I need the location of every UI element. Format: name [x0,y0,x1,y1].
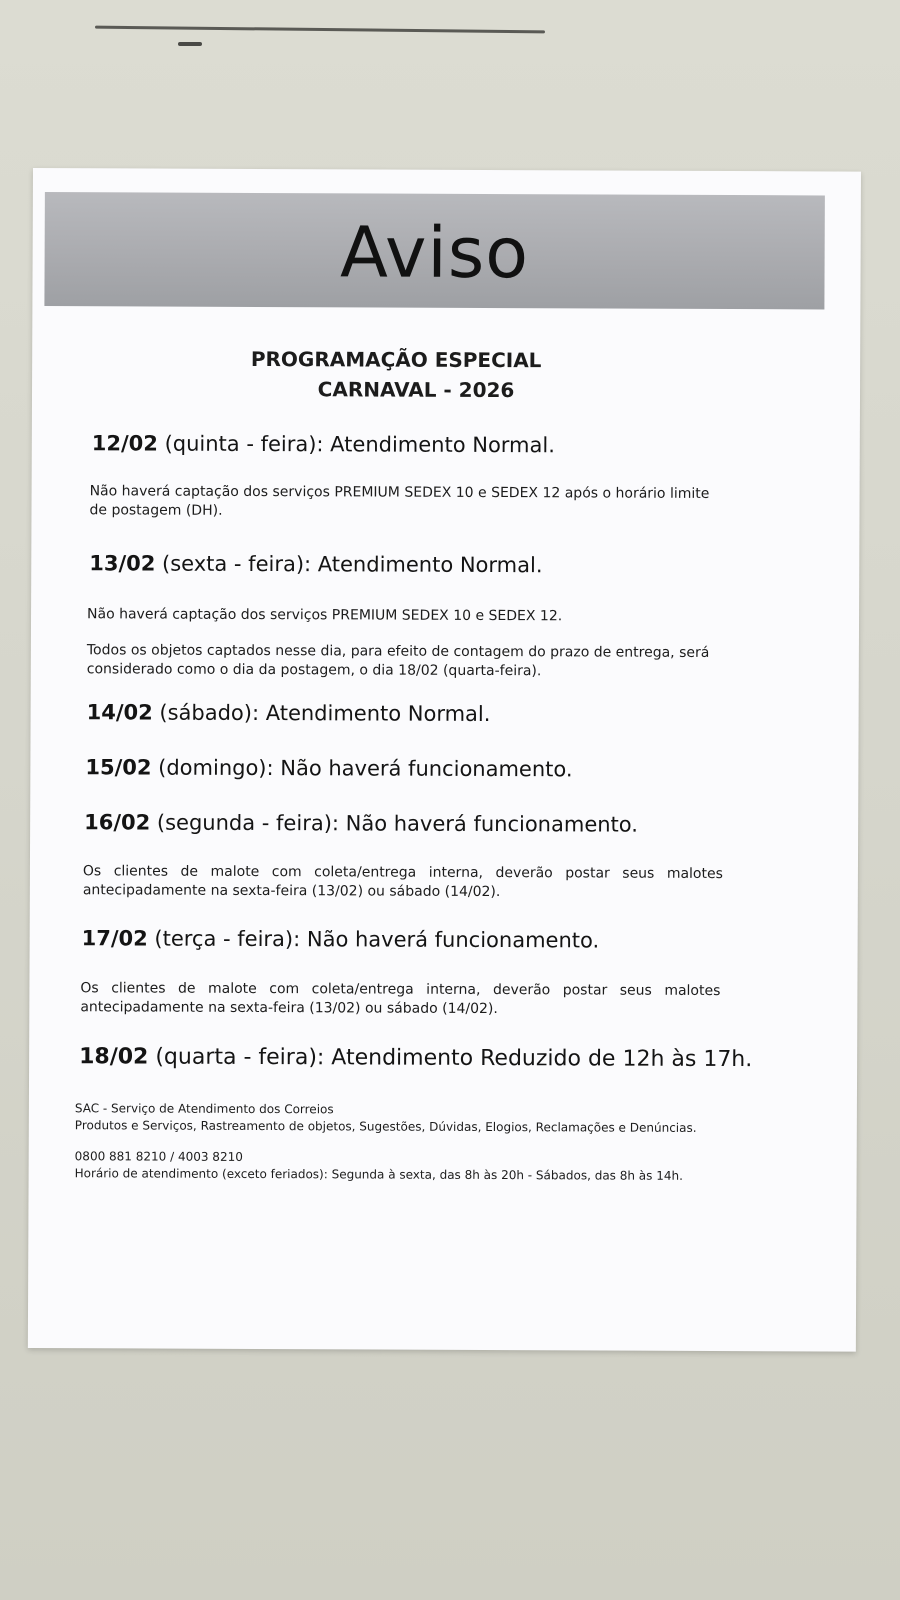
sac-line: SAC - Serviço de Atendimento dos Correios [74,1101,334,1117]
note-day-13-a: Não haverá captação dos serviços PREMIUM SEDEX 10 e SEDEX 12. [87,606,563,625]
day-status: (domingo): Não haverá funcionamento. [151,755,573,782]
notice-paper [28,168,861,1352]
day-date: 18/02 [79,1044,149,1070]
day-status: (quinta - feira): Atendimento Normal. [157,431,555,458]
note-day-13-b: Todos os objetos captados nesse dia, para efeito de contagem do prazo de entrega, será considerado como o dia da postagem, o dia 18/02 (quarta-feira). [86,642,710,680]
title-banner [44,192,824,309]
note-day-17: Os clientes de malote com coleta/entrega interna, deverão postar seus malotes antecipadamente na sexta-feira (13/02) ou sábado (14/02). [80,980,721,1018]
special-schedule-heading [32,343,860,407]
day-date: 15/02 [85,755,152,780]
sac-hours: Horário de atendimento (exceto feriados): Segunda à sexta, das 8h às 20h - Sábados, das 8h às 14h. [74,1166,683,1183]
sac-services-line: Produtos e Serviços, Rastreamento de objetos, Sugestões, Dúvidas, Elogios, Reclamações e Denúncias. [74,1118,697,1135]
day-status: (sábado): Atendimento Normal. [152,700,491,727]
notice-title: Aviso [339,211,530,295]
day-status: (quarta - feira): Atendimento Reduzido de 12h às 17h. [148,1044,753,1073]
day-date: 12/02 [91,431,158,456]
schedule-day-13-02 [89,551,542,577]
schedule-day-16-02 [84,810,638,836]
schedule-day-17-02 [82,926,600,952]
sac-phones: 0800 881 8210 / 4003 8210 [74,1149,243,1164]
sac-footer [75,1100,697,1185]
day-date: 16/02 [84,810,151,835]
day-date: 14/02 [86,700,153,725]
surface-mark [95,26,545,34]
note-day-16: Os clientes de malote com coleta/entrega interna, deverão postar seus malotes antecipadamente na sexta-feira (13/02) ou sábado (14/02). [82,863,723,901]
day-date: 17/02 [81,926,148,951]
schedule-day-14-02 [87,700,491,726]
schedule-day-12-02 [92,431,555,457]
day-date: 13/02 [89,551,156,576]
heading-line-1: PROGRAMAÇÃO ESPECIAL [250,346,542,373]
day-status: (segunda - feira): Não haverá funcionamento. [150,810,639,837]
day-status: (terça - feira): Não haverá funcionamento. [147,926,600,953]
schedule-day-15-02 [85,755,572,781]
surface-mark [178,42,202,46]
heading-line-2: CARNAVAL - 2026 [317,377,515,403]
day-status: (sexta - feira): Atendimento Normal. [155,551,543,578]
schedule-day-18-02 [79,1044,752,1072]
note-day-12: Não haverá captação dos serviços PREMIUM SEDEX 10 e SEDEX 12 após o horário limite de postagem (DH). [89,483,710,519]
